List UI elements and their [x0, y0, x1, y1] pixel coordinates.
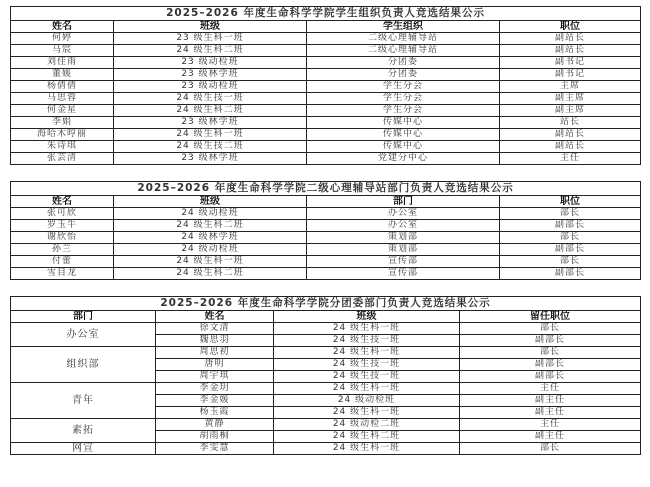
table-row — [11, 69, 641, 81]
table-cell: 24 级生技一班 — [274, 335, 460, 347]
table-cell: 主任 — [460, 383, 641, 395]
table-cell: 副主席 — [500, 105, 641, 117]
table-cell: 分团委 — [307, 57, 500, 69]
table-row — [11, 141, 641, 153]
table-row — [11, 268, 641, 280]
table-cell: 副部长 — [500, 268, 641, 280]
table-cell: 24 级动检班 — [274, 395, 460, 407]
table-cell: 副站长 — [500, 33, 641, 45]
table-cell: 学生分会 — [307, 81, 500, 93]
table-cell: 部长 — [460, 347, 641, 359]
table-cell: 23 级林学班 — [114, 69, 307, 81]
table-cell: 传媒中心 — [307, 129, 500, 141]
table-cell: 杨倩倩 — [11, 81, 114, 93]
table-cell: 副书记 — [500, 57, 641, 69]
department-cell: 网宣 — [11, 443, 156, 455]
column-header: 学生组织 — [307, 21, 500, 33]
table-cell: 李娟 — [11, 117, 114, 129]
table-cell: 副部长 — [500, 244, 641, 256]
table-cell: 24 级生技二班 — [114, 141, 307, 153]
table-row — [11, 256, 641, 268]
table-cell: 部长 — [500, 256, 641, 268]
table-cell: 副站长 — [500, 129, 641, 141]
table-cell: 24 级生科二班 — [114, 268, 307, 280]
table-cell: 张芸清 — [11, 153, 114, 165]
column-header: 姓名 — [156, 311, 274, 323]
table-header-row — [11, 196, 641, 208]
table-cell: 马思蓉 — [11, 93, 114, 105]
table-cell: 主任 — [460, 419, 641, 431]
table-cell: 24 级生科一班 — [274, 407, 460, 419]
table-row — [11, 45, 641, 57]
table-cell: 24 级生科一班 — [274, 443, 460, 455]
table-cell: 副主任 — [460, 431, 641, 443]
table-cell: 何婷 — [11, 33, 114, 45]
table-row — [11, 81, 641, 93]
table-cell: 二级心理辅导站 — [307, 45, 500, 57]
table-title: 2025–2026 年度生命科学学院分团委部门负责人竞选结果公示 — [11, 297, 641, 311]
table-cell: 24 级生科二班 — [114, 105, 307, 117]
table-row — [11, 105, 641, 117]
table-cell: 24 级动检班 — [114, 244, 307, 256]
column-header: 部门 — [307, 196, 500, 208]
table-cell: 周宇琪 — [156, 371, 274, 383]
table-row — [11, 323, 641, 335]
table-cell: 办公室 — [307, 220, 500, 232]
table-cell: 24 级生技一班 — [274, 359, 460, 371]
table-cell: 杨玉霞 — [156, 407, 274, 419]
table-cell: 24 级生科二班 — [114, 220, 307, 232]
table-row — [11, 129, 641, 141]
table-cell: 策划部 — [307, 244, 500, 256]
column-header: 班级 — [114, 196, 307, 208]
table-cell: 宣传部 — [307, 268, 500, 280]
table-cell: 24 级生科二班 — [274, 431, 460, 443]
table-cell: 主席 — [500, 81, 641, 93]
table-cell: 策划部 — [307, 232, 500, 244]
table-cell: 站长 — [500, 117, 641, 129]
table-title: 2025–2026 年度生命科学学院学生组织负责人竞选结果公示 — [11, 7, 641, 21]
table-row — [11, 208, 641, 220]
table-title-row — [11, 182, 641, 196]
department-cell: 素拓 — [11, 419, 156, 443]
table-row — [11, 93, 641, 105]
table-cell: 24 级动检二班 — [274, 419, 460, 431]
table-cell: 部长 — [460, 323, 641, 335]
table-cell: 唐明 — [156, 359, 274, 371]
table-cell: 23 级动检班 — [114, 57, 307, 69]
table-cell: 24 级生技一班 — [274, 371, 460, 383]
table-title-row — [11, 7, 641, 21]
table-cell: 24 级林学班 — [114, 232, 307, 244]
table-cell: 魏思羽 — [156, 335, 274, 347]
table-cell: 副部长 — [500, 220, 641, 232]
table-cell: 副书记 — [500, 69, 641, 81]
table-cell: 副主任 — [460, 395, 641, 407]
table-cell: 24 级生科一班 — [274, 347, 460, 359]
table-cell: 23 级动检班 — [114, 81, 307, 93]
table-cell: 学生分会 — [307, 93, 500, 105]
table-cell: 分团委 — [307, 69, 500, 81]
table-cell: 何金星 — [11, 105, 114, 117]
table-row — [11, 57, 641, 69]
table-row — [11, 347, 641, 359]
table-cell: 副部长 — [460, 359, 641, 371]
table-cell: 办公室 — [307, 208, 500, 220]
table-cell: 海哈木哼丽 — [11, 129, 114, 141]
table-title: 2025–2026 年度生命科学学院二级心理辅导站部门负责人竞选结果公示 — [11, 182, 641, 196]
table-cell: 部长 — [500, 208, 641, 220]
table-row — [11, 419, 641, 431]
column-header: 班级 — [114, 21, 307, 33]
table-cell: 孙兰 — [11, 244, 114, 256]
table-cell: 24 级生科一班 — [114, 256, 307, 268]
table-cell: 张可欣 — [11, 208, 114, 220]
table-cell: 二级心理辅导站 — [307, 33, 500, 45]
table-cell: 朱诗琪 — [11, 141, 114, 153]
table-cell: 主任 — [500, 153, 641, 165]
table-title-row — [11, 297, 641, 311]
table-cell: 23 级生科一班 — [114, 33, 307, 45]
table-row — [11, 220, 641, 232]
table-cell: 胡雨桐 — [156, 431, 274, 443]
column-header: 职位 — [500, 196, 641, 208]
department-cell: 青年 — [11, 383, 156, 419]
table-cell: 24 级生技一班 — [114, 93, 307, 105]
table-cell: 周思初 — [156, 347, 274, 359]
table-cell: 传媒中心 — [307, 141, 500, 153]
table-cell: 副站长 — [500, 45, 641, 57]
table-cell: 李金媛 — [156, 395, 274, 407]
table-header-row — [11, 311, 641, 323]
table-row — [11, 153, 641, 165]
table-row — [11, 232, 641, 244]
table-header-row — [11, 21, 641, 33]
table-cell: 部长 — [460, 443, 641, 455]
table-cell: 23 级林学班 — [114, 153, 307, 165]
table-cell: 学生分会 — [307, 105, 500, 117]
psych-station-table — [10, 181, 641, 280]
table-cell: 党建分中心 — [307, 153, 500, 165]
column-header: 部门 — [11, 311, 156, 323]
column-header: 班级 — [274, 311, 460, 323]
table-row — [11, 383, 641, 395]
youth-league-table — [10, 296, 641, 455]
table-cell: 李雯慧 — [156, 443, 274, 455]
table-row — [11, 443, 641, 455]
student-org-table — [10, 6, 641, 165]
table-cell: 李金玥 — [156, 383, 274, 395]
table-cell: 黄静 — [156, 419, 274, 431]
column-header: 留任职位 — [460, 311, 641, 323]
table-cell: 23 级林学班 — [114, 117, 307, 129]
table-cell: 副部长 — [460, 335, 641, 347]
department-cell: 办公室 — [11, 323, 156, 347]
column-header: 姓名 — [11, 21, 114, 33]
table-cell: 副主任 — [460, 407, 641, 419]
table-cell: 副部长 — [460, 371, 641, 383]
table-cell: 24 级生科一班 — [114, 129, 307, 141]
table-cell: 刘佳雨 — [11, 57, 114, 69]
table-cell: 宣传部 — [307, 256, 500, 268]
table-cell: 24 级生科一班 — [274, 383, 460, 395]
table-cell: 付蕾 — [11, 256, 114, 268]
table-row — [11, 33, 641, 45]
table-cell: 马宸 — [11, 45, 114, 57]
table-cell: 雪目龙 — [11, 268, 114, 280]
table-cell: 24 级生科二班 — [114, 45, 307, 57]
table-cell: 徐文清 — [156, 323, 274, 335]
table-row — [11, 244, 641, 256]
table-cell: 董媛 — [11, 69, 114, 81]
table-cell: 部长 — [500, 232, 641, 244]
table-cell: 副主席 — [500, 93, 641, 105]
table-cell: 24 级生科一班 — [274, 323, 460, 335]
table-cell: 副站长 — [500, 141, 641, 153]
column-header: 职位 — [500, 21, 641, 33]
department-cell: 组织部 — [11, 347, 156, 383]
table-cell: 谢欣怡 — [11, 232, 114, 244]
table-cell: 24 级动检班 — [114, 208, 307, 220]
table-cell: 罗玉牛 — [11, 220, 114, 232]
column-header: 姓名 — [11, 196, 114, 208]
table-row — [11, 117, 641, 129]
table-cell: 传媒中心 — [307, 117, 500, 129]
